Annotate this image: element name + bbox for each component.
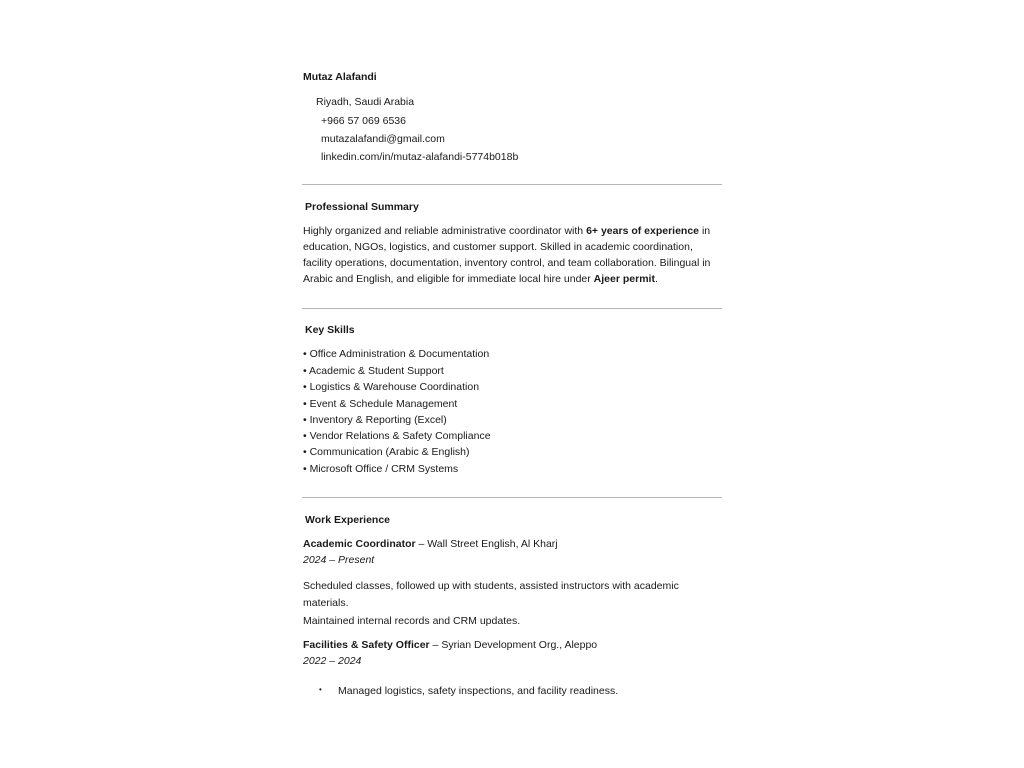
section-divider (302, 497, 722, 498)
job-title: Academic Coordinator (303, 538, 416, 550)
job-title: Facilities & Safety Officer (303, 639, 430, 651)
experience-heading: Work Experience (305, 514, 391, 526)
job-description: Scheduled classes, followed up with students, assisted instructors with academic materials. (303, 580, 679, 609)
summary-bold-permit: Ajeer permit (593, 273, 655, 285)
skill-item: • Microsoft Office / CRM Systems (303, 463, 459, 475)
skills-heading: Key Skills (305, 324, 355, 336)
job-description: Managed logistics, safety inspections, and facility readiness. (338, 685, 619, 697)
skill-item: • Inventory & Reporting (Excel) (303, 414, 447, 426)
job-org: – Syrian Development Org., Aleppo (429, 639, 598, 651)
section-divider (302, 184, 722, 185)
phone-text: +966 57 069 6536 (321, 115, 406, 127)
summary-text-3: . (654, 273, 658, 285)
job-title-line (303, 538, 558, 551)
job-dates: 2022 – 2024 (303, 655, 362, 667)
job-title-line (303, 639, 597, 652)
skill-item: • Logistics & Warehouse Coordination (303, 381, 480, 393)
summary-bold-experience: 6+ years of experience (586, 225, 700, 237)
linkedin-text: linkedin.com/in/mutaz-alafandi-5774b018b (321, 151, 519, 163)
email-text: mutazalafandi@gmail.com (321, 133, 445, 145)
summary-paragraph (303, 223, 723, 287)
job-description: Maintained internal records and CRM updates. (303, 615, 521, 627)
skill-item: • Event & Schedule Management (303, 398, 458, 410)
summary-text-2: in education, NGOs, logistics, and customer support. Skilled in academic coordination, facility operations, documentation, inventory control, and team collaboration. Bilingual in Arabic and English, and eligible for immediate local hire under (303, 225, 711, 285)
summary-text-1: Highly organized and reliable administrative coordinator with (303, 225, 587, 237)
job-org: – Wall Street English, Al Kharj (415, 538, 558, 550)
candidate-name: Mutaz Alafandi (303, 71, 377, 83)
skill-item: • Academic & Student Support (303, 365, 444, 377)
skill-item: • Office Administration & Documentation (303, 348, 490, 360)
skill-item: • Communication (Arabic & English) (303, 446, 470, 458)
skill-item: • Vendor Relations & Safety Compliance (303, 430, 491, 442)
section-divider (302, 308, 722, 309)
summary-heading: Professional Summary (305, 201, 419, 213)
bullet-icon: • (319, 685, 322, 694)
location-text: Riyadh, Saudi Arabia (316, 96, 415, 108)
job-dates: 2024 – Present (303, 554, 375, 566)
